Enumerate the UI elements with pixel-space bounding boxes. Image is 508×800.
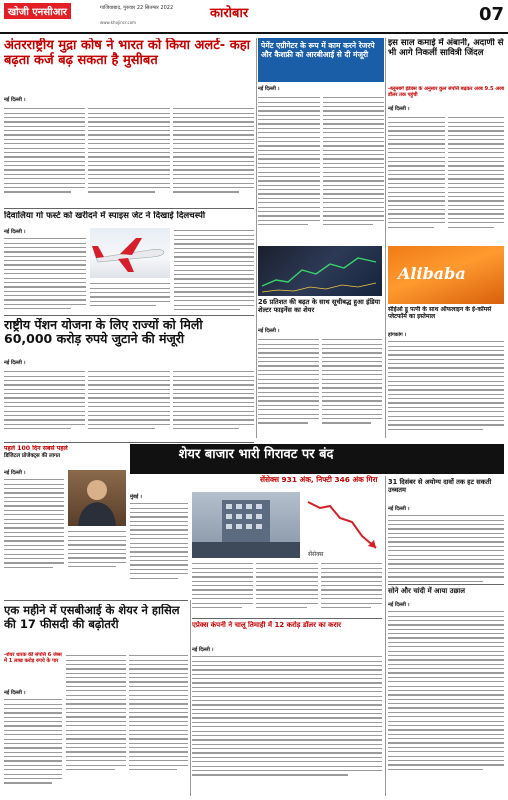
imf-article-body (4, 95, 254, 205)
diwali-text-col (4, 238, 86, 309)
tax-body (388, 504, 504, 582)
column-divider (190, 600, 191, 796)
adani-article-body (388, 104, 504, 242)
gold-header (388, 586, 504, 598)
market-banner (130, 444, 382, 474)
column-divider (256, 38, 257, 438)
alibaba-body (388, 330, 504, 440)
gold-byline: नई दिल्ली । (388, 602, 410, 608)
adani-headline: इस साल कमाई में अंबानी, अदाणी से भी आगे निकलीं सावित्री जिंदल (388, 38, 504, 58)
sbi-body-right (66, 652, 188, 796)
market-body-right (192, 560, 382, 616)
diwali-headline: दिवालिया गो फर्स्ट को खरीदने में स्पाइस जेट ने दिखाई दिलचस्पी (4, 211, 206, 221)
pension-byline: नई दिल्ली । (4, 360, 26, 366)
petrol-byline: नई दिल्ली । (258, 86, 280, 92)
divider (4, 208, 254, 209)
divider (4, 442, 254, 443)
diwali-header (4, 211, 254, 225)
diwali-body-right (174, 227, 254, 312)
india-shelter-byline: नई दिल्ली । (258, 328, 280, 334)
diwali-byline: नई दिल्ली । (4, 229, 26, 235)
adani-subhead-box (388, 86, 504, 102)
market-body-left (130, 492, 188, 592)
infosys-byline: नई दिल्ली । (4, 470, 26, 476)
sbi-headline: एक महीने में एसबीआई के शेयर ने हासिल की 17 फीसदी की बढ़ोतरी (4, 604, 180, 631)
imf-text-col-3 (173, 105, 254, 196)
coal-headline: एप्रेक्स कंपनी ने चालू तिमाही में 12 करोड़ डॉलर का करार (192, 621, 341, 629)
divider (388, 584, 504, 585)
page-number: 07 (478, 4, 504, 25)
tax-header (388, 478, 504, 502)
market-subhead: सेंसेक्स 931 अंक, निफ्टी 346 अंक गिरा (260, 475, 378, 484)
sensex-label: सेंसेक्स (308, 552, 324, 558)
tax-headline: 31 दिसंबर से अयोग्य दावों तक हट सकती उच्चतम (388, 478, 492, 494)
imf-article-header (4, 38, 254, 93)
india-shelter-photo (258, 246, 382, 296)
market-banner-right (382, 444, 504, 474)
adani-byline: नई दिल्ली । (388, 106, 410, 112)
market-headline: शेयर बाजार भारी गिरावट पर बंद (178, 447, 334, 462)
petrol-article-body (258, 84, 384, 244)
infosys-headline: पहले 100 दिन सबसे पहले (4, 445, 68, 452)
petrol-banner (258, 38, 384, 82)
petrol-text-col-1 (258, 94, 320, 228)
newspaper-logo: खोजी एनसीआर (4, 3, 71, 19)
petrol-text-col-2 (323, 94, 385, 228)
imf-text-col-1 (4, 105, 85, 196)
gold-headline: सोने और चांदी में आया उछाल (388, 587, 465, 595)
imf-byline: नई दिल्ली । (4, 97, 26, 103)
infosys-subhead: डिजिटल प्रोजेक्ट्स की लागत (4, 452, 61, 459)
adani-article-header (388, 38, 504, 86)
infosys-header (4, 445, 128, 467)
infosys-body (4, 468, 64, 578)
dateline: गाजियाबाद, गुरुवार 22 सितम्बर 2022 (100, 5, 174, 11)
india-shelter-headline: 26 प्रतिशत की बढ़त के साथ सूचीबद्ध हुआ इंडिया शेल्टर फाइनेंस का शेयर (258, 298, 381, 314)
down-arrow-chart-icon (304, 492, 382, 558)
stock-chart-icon (258, 246, 382, 296)
alibaba-byline: हांगकांग । (388, 332, 407, 338)
alibaba-logo: Alibaba (398, 264, 466, 283)
gold-body (388, 600, 504, 796)
adani-text-col-2 (448, 114, 505, 231)
sbi-header (4, 604, 188, 650)
adani-text-col-1 (388, 114, 445, 231)
india-shelter-header (258, 298, 382, 324)
sbi-body-left (4, 688, 62, 796)
building-icon (192, 492, 300, 558)
pension-header (4, 318, 254, 356)
spicejet-plane-photo (90, 228, 170, 278)
bse-building-photo (192, 492, 300, 558)
airplane-icon (90, 228, 170, 278)
sbi-subhead: -शेयर धारक की संपत्ति 6 जेब्स में 1 लाख करोड़ रुपये के पार (4, 652, 62, 665)
column-divider (385, 38, 386, 438)
pension-headline: राष्ट्रीय पेंशन योजना के लिए राज्यों को मिली 60,000 करोड़ रुपये जुटाने की मंजूरी (4, 318, 203, 346)
adani-subhead: -ब्लूमबर्ग इंडेक्स के अनुसार कुल संपत्ति बढ़कर अरब 9.5 अरब डॉलर तक पहुंची (388, 86, 504, 98)
imf-headline: अंतरराष्ट्रीय मुद्रा कोष ने भारत को किया अलर्ट- कहा बढ़ता कर्ज बढ़ सकता है मुसीबत (4, 38, 250, 68)
sbi-byline: नई दिल्ली । (4, 690, 26, 696)
coal-header (192, 621, 382, 643)
diwali-body (4, 227, 86, 312)
column-divider (385, 476, 386, 796)
coal-body (192, 645, 382, 795)
sbi-subhead-box (4, 652, 62, 686)
masthead (0, 0, 508, 34)
alibaba-header (388, 306, 504, 328)
website-url: www.khojincr.com (100, 20, 137, 25)
market-byline: मुंबई । (130, 494, 142, 500)
divider (192, 618, 382, 619)
divider (4, 315, 254, 316)
alibaba-photo (388, 246, 504, 304)
coal-byline: नई दिल्ली । (192, 647, 214, 653)
diwali-body-mid (90, 280, 170, 312)
imf-text-col-2 (88, 105, 169, 196)
tax-byline: नई दिल्ली । (388, 506, 410, 512)
alibaba-headline: सीईओ डू पत्नी के साथ ऑफलाइन के ई-कॉमर्स प्लेटफॉर्म का इस्तेमाल (388, 306, 492, 321)
section-title: कारोबार (210, 6, 249, 21)
person-icon (68, 470, 126, 526)
india-shelter-body (258, 326, 382, 438)
divider (4, 600, 188, 601)
executive-photo (68, 470, 126, 526)
market-down-chart (304, 492, 382, 558)
pension-body (4, 358, 254, 438)
infosys-body-2 (68, 528, 126, 578)
petrol-banner-text: पेमेंट एग्रीगेटर के रूप में काम करने रेजरपे और कैशफ्री को आरबीआई से दी मंजूरी (261, 41, 375, 59)
